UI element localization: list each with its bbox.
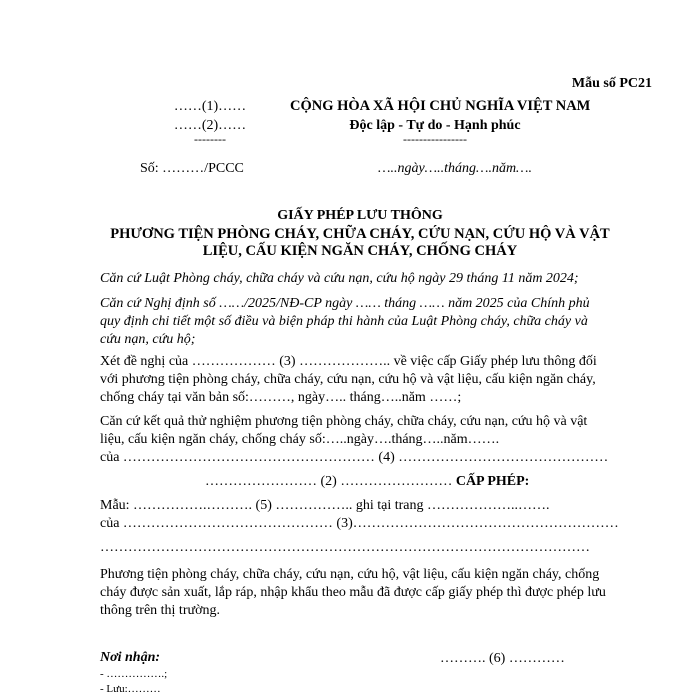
legal-basis-law: Căn cứ Luật Phòng cháy, chữa cháy và cứu nạn, cứu hộ ngày 29 tháng 11 năm 2024; — [100, 271, 579, 286]
test-result-of-line: của ……………………………………………… (4) ……………………………………… — [100, 450, 609, 465]
country-name: CỘNG HÒA XÃ HỘI CHỦ NGHĨA VIỆT NAM — [290, 98, 591, 114]
grant-label: CẤP PHÉP: — [455, 474, 530, 489]
recipients-label: Nơi nhận: — [100, 650, 161, 665]
model-line-2: của ……………………………………… (3)………………………………………………… — [100, 516, 619, 531]
date-line: …..ngày…..tháng….năm…. — [378, 161, 533, 176]
title-line-3: LIỆU, CẤU KIỆN NGĂN CHÁY, CHỐNG CHÁY — [202, 243, 518, 259]
grant-line — [205, 474, 529, 490]
recipient-item-1: - …………….; — [100, 668, 168, 680]
national-motto: Độc lập - Tự do - Hạnh phúc — [349, 118, 521, 133]
grant-prefix: …………………… (2) …………………… — [205, 474, 453, 489]
test-result-paragraph: Căn cứ kết quả thử nghiệm phương tiện phòng cháy, chữa cháy, cứu nạn, cứu hộ và vật liệu, cấu kiện ngăn cháy, chống cháy số:…..ngày….tháng…..năm……. — [100, 414, 588, 447]
legal-basis-decree: Căn cứ Nghị định số ……/2025/NĐ-CP ngày …… tháng …… năm 2025 của Chính phủ quy định chi tiết một số điều và biện pháp thi hành của Luật Phòng cháy, chữa cháy và cứu nạn, cứu hộ; — [100, 296, 590, 347]
recipient-item-2: - Lưu:……… — [100, 683, 161, 695]
org-line-2: ……(2)…… — [173, 118, 247, 133]
model-line-1: Mẫu: …………….………. (5) …………….. ghi tại trang ………………..……. — [100, 498, 550, 513]
document-number: Số: ………/PCCC — [140, 161, 244, 176]
title-line-1: GIẤY PHÉP LƯU THÔNG — [277, 208, 443, 223]
consideration-paragraph: Xét đề nghị của ……………… (3) ……………….. về việc cấp Giấy phép lưu thông đối với phương tiện phòng cháy, chữa cháy, cứu nạn, cứu hộ và vật liệu, cấu kiện ngăn cháy, chống cháy tại văn bản số:………, ngày….. tháng…..năm ……; — [100, 354, 597, 405]
form-code: Mẫu số PC21 — [571, 76, 652, 91]
org-dash: -------- — [194, 132, 226, 146]
model-line-3: …………………………………………………………………………………………… — [100, 540, 590, 555]
title-line-2: PHƯƠNG TIỆN PHÒNG CHÁY, CHỮA CHÁY, CỨU NẠN, CỨU HỘ VÀ VẬT — [110, 226, 610, 242]
org-line-1: ……(1)…… — [173, 99, 247, 114]
signer-line: ………. (6) ………… — [440, 651, 565, 666]
motto-dash: ---------------- — [403, 132, 467, 146]
permit-paragraph: Phương tiện phòng cháy, chữa cháy, cứu nạn, cứu hộ, vật liệu, cấu kiện ngăn cháy, chống cháy được sản xuất, lắp ráp, nhập khẩu theo mẫu đã được cấp giấy phép thì được phép lưu thông trên thị trường. — [100, 567, 606, 618]
